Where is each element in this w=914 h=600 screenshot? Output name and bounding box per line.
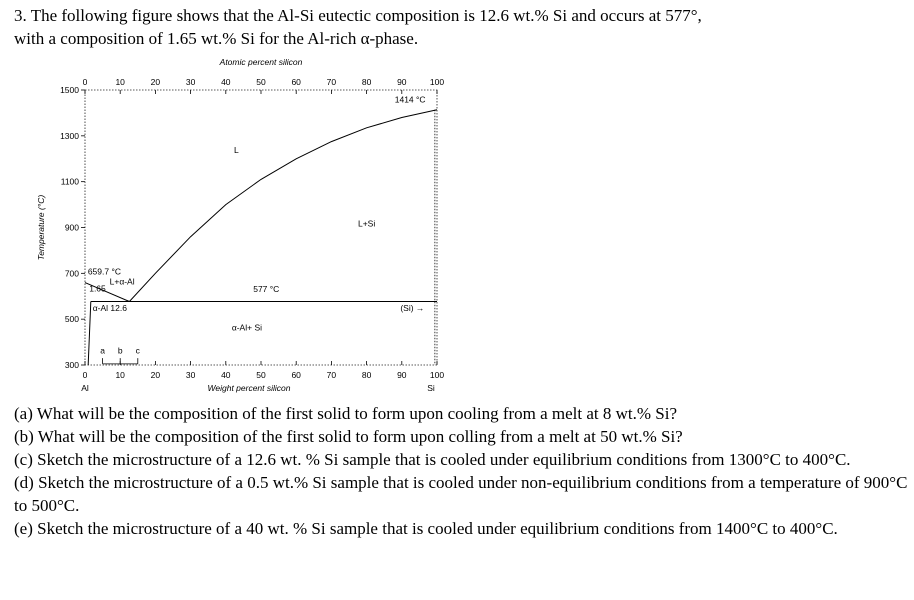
intro-line-2: with a composition of 1.65 wt.% Si for the Al-rich α-phase. <box>14 29 419 48</box>
y-tick-label: 300 <box>64 360 79 370</box>
y-tick-label: 1500 <box>60 85 79 95</box>
y-tick-label: 900 <box>64 222 79 233</box>
alpha-region-label: α-Al 12.6 <box>92 303 127 314</box>
question-c: (c) Sketch the microstructure of a 12.6 wt. % Si sample that is cooled under equilibrium conditions from 1300°C to 400°C. <box>14 450 851 469</box>
bottom-tick-label: 50 <box>256 370 266 380</box>
x-axis-title: Weight percent silicon <box>207 383 291 393</box>
al-melting-label: 659.7 °C <box>87 266 121 277</box>
liquid-si-region-label: L+Si <box>357 218 376 229</box>
question-list <box>14 402 909 540</box>
y-tick-label: 1300 <box>60 130 79 141</box>
alpha-solubility-label: 1.65 <box>89 283 106 294</box>
top-tick-label: 70 <box>326 77 337 87</box>
bottom-tick-label: 90 <box>397 370 407 380</box>
composition-marker-label: c <box>135 345 140 356</box>
top-tick-label: 10 <box>115 77 125 87</box>
bottom-tick-label: 60 <box>291 370 301 380</box>
y-tick-label: 1100 <box>60 176 79 187</box>
top-tick-label: 30 <box>185 77 196 87</box>
y-tick-label: 500 <box>64 314 79 325</box>
composition-marker-label: a <box>100 345 105 356</box>
bottom-tick-label: 70 <box>326 370 337 380</box>
composition-marker-label: b <box>117 345 123 356</box>
bottom-tick-label: 20 <box>150 370 161 380</box>
bottom-tick-label: 40 <box>221 370 231 380</box>
bottom-tick-label: 100 <box>429 370 445 380</box>
liquid-alpha-region-label: L+α-Al <box>109 276 135 287</box>
bottom-tick-label: 0 <box>82 370 88 380</box>
alpha-si-region-label: α-Al+ Si <box>231 322 263 333</box>
top-tick-label: 60 <box>291 77 301 87</box>
al-end-label: Al <box>81 383 89 393</box>
eutectic-temp-label: 577 °C <box>253 284 280 295</box>
si-melting-label: 1414 °C <box>394 94 426 105</box>
question-e: (e) Sketch the microstructure of a 40 wt. % Si sample that is cooled under equilibrium conditions from 1400°C to 400°C. <box>14 519 838 538</box>
al-si-phase-diagram <box>0 54 480 400</box>
si-phase-label: (Si) → <box>400 303 425 314</box>
si-liquidus-curve <box>129 110 437 302</box>
bottom-tick-label: 30 <box>185 370 196 380</box>
top-tick-label: 0 <box>82 77 88 87</box>
si-end-label: Si <box>427 383 435 393</box>
top-tick-label: 100 <box>429 77 445 87</box>
intro-line-1: 3. The following figure shows that the Al-Si eutectic composition is 12.6 wt.% Si and occurs at 577°, <box>14 6 702 25</box>
y-axis-title: Temperature (°C) <box>36 194 46 261</box>
top-tick-label: 80 <box>361 77 372 87</box>
top-tick-label: 20 <box>150 77 161 87</box>
top-axis-title: Atomic percent silicon <box>219 57 303 67</box>
alpha-solvus-line <box>88 302 91 365</box>
question-a: (a) What will be the composition of the first solid to form upon cooling from a melt at 8 wt.% Si? <box>14 404 678 423</box>
bottom-tick-label: 10 <box>115 370 125 380</box>
top-tick-label: 90 <box>397 77 407 87</box>
question-b: (b) What will be the composition of the first solid to form upon colling from a melt at 50 wt.% Si? <box>14 427 683 446</box>
bottom-tick-label: 80 <box>361 370 372 380</box>
liquid-region-label: L <box>233 145 239 156</box>
problem-intro <box>14 4 904 50</box>
top-tick-label: 50 <box>256 77 266 87</box>
y-tick-label: 700 <box>64 268 79 279</box>
top-tick-label: 40 <box>221 77 231 87</box>
question-d: (d) Sketch the microstructure of a 0.5 wt.% Si sample that is cooled under non-equilibrium conditions from a temperature of 900°C to 500°C. <box>14 473 908 515</box>
